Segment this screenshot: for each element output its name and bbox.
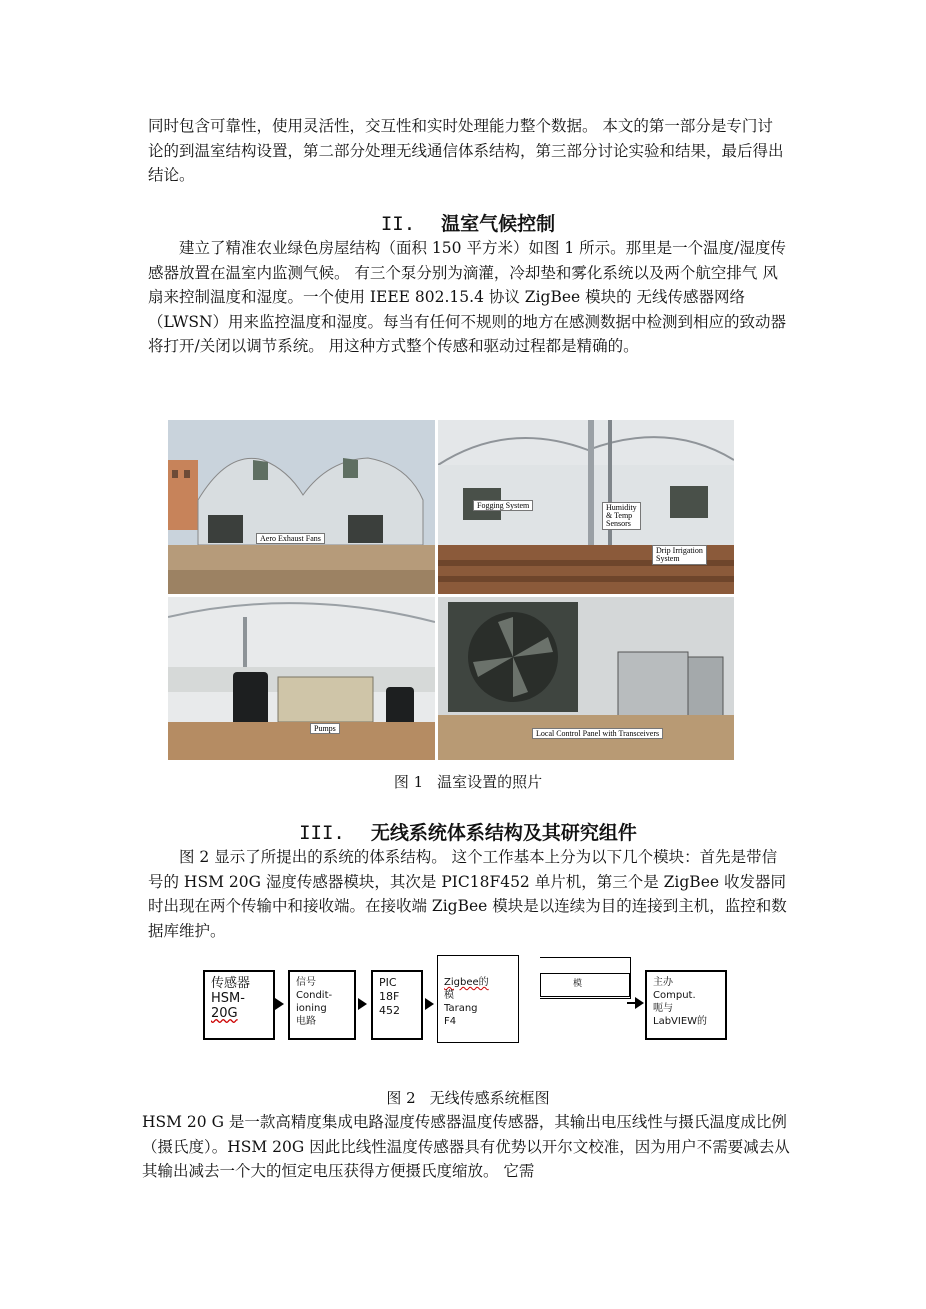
pic-block-line2: 18F	[379, 990, 400, 1003]
host-computer-block	[645, 970, 727, 1040]
section-2-paragraph	[148, 236, 788, 359]
arrow-3	[425, 998, 434, 1010]
sensor-block-line2: HSM-	[211, 991, 245, 1006]
section-3-paragraph	[148, 845, 788, 943]
greenhouse-exterior-photo	[168, 420, 435, 594]
section-2-heading	[148, 209, 788, 236]
pic-block	[371, 970, 423, 1040]
intro-text: 同时包含可靠性，使用灵活性，交互性和实时处理能力整个数据。 本文的第一部分是专门讨论的到温室结构设置，第二部分处理无线通信体系结构，第三部分讨论实验和结果，最后得出结论。	[148, 117, 784, 184]
zigbee-block-line2: 模	[444, 990, 454, 1001]
control-panel-photo	[438, 597, 734, 760]
label-humidity-line3: Sensors	[606, 519, 631, 528]
sensor-block	[203, 970, 275, 1040]
arrow-2	[358, 998, 367, 1010]
section-3-heading	[148, 818, 788, 845]
pic-block-line1: PIC	[379, 976, 397, 989]
figure-1-photo-grid	[168, 420, 734, 760]
signal-block-line3: ioning	[296, 1003, 327, 1014]
label-humidity-line1: Humidity	[606, 503, 637, 512]
figure-2-caption-text: 无线传感系统框图	[429, 1089, 550, 1107]
section-3-number: III.	[299, 822, 345, 844]
zigbee-receiver-label: 模	[573, 979, 583, 989]
greenhouse-interior-photo	[438, 420, 734, 594]
section-2-number: II.	[380, 213, 416, 235]
label-humidity-temp-sensors	[602, 502, 641, 530]
figure-1-caption-text: 温室设置的照片	[437, 773, 543, 791]
section-2-body: 建立了精准农业绿色房屋结构（面积 150 平方米）如图 1 所示。那里是一个温度/湿度传感器放置在温室内监测气候。 有三个泵分别为滴灌，冷却垫和雾化系统以及两个航空排气 风扇来控制温度和湿度。一个使用 IEEE 802.15.4 协议 ZigBee 模块的 无线传感器网络（LWSN）用来监控温度和湿度。每当有任何不规则的地方在感测数据中检测到相应的致动器将打开/关闭以调节系统。 用这种方式整个传感和驱动过程都是精确的。	[148, 239, 787, 355]
signal-block-line4: 电路	[296, 1016, 316, 1027]
section-3-title: 无线系统体系结构及其研究组件	[370, 822, 637, 844]
zigbee-block-line3: Tarang	[444, 1003, 478, 1014]
pic-block-line3: 452	[379, 1004, 400, 1017]
closing-text: HSM 20 G 是一款高精度集成电路湿度传感器温度传感器，其输出电压线性与摄氏温度成比例（摄氏度）。HSM 20G 因此比线性温度传感器具有优势以开尔文校准，因为用户不需要减去从其输出减去一个大的恒定电压获得方便摄氏度缩放。 它需	[142, 1113, 790, 1180]
zigbee-block-line1: Zigbee的	[444, 977, 489, 988]
arrow-1	[275, 998, 284, 1010]
label-pumps: Pumps	[310, 723, 340, 734]
section-3-body: 图 2 显示了所提出的系统的体系结构。 这个工作基本上分为以下几个模块：首先是带信号的 HSM 20G 湿度传感器模块，其次是 PIC18F452 单片机，第三个是 ZigBee 收发器同时出现在两个传输中和接收端。在接收端 ZigBee 模块是以连续为目的连接到主机，监控和数据库维护。	[148, 848, 787, 940]
section-2-title: 温室气候控制	[441, 213, 556, 235]
label-humidity-line2: & Temp	[606, 511, 633, 520]
arrow-4	[635, 997, 644, 1009]
host-block-line3: 呃与	[653, 1003, 673, 1014]
signal-block-line1: 信号	[296, 977, 316, 988]
intro-paragraph	[148, 114, 788, 188]
figure-2-number: 图 2	[386, 1089, 416, 1107]
signal-block-line2: Condit-	[296, 990, 333, 1001]
zigbee-block-line4: F4	[444, 1016, 457, 1027]
signal-conditioning-block	[288, 970, 356, 1040]
label-drip-line2: System	[656, 554, 680, 563]
figure-1-number: 图 1	[393, 773, 424, 791]
figure-2-caption	[148, 1087, 788, 1108]
zigbee-transmitter-block	[437, 955, 519, 1043]
pumps-photo	[168, 597, 435, 760]
label-drip-line1: Drip Irrigation	[656, 546, 703, 555]
label-drip-irrigation	[652, 545, 707, 565]
figure-2-block-diagram	[195, 955, 735, 1047]
host-block-line1: 主办	[653, 977, 673, 988]
sensor-block-line1: 传感器	[211, 976, 251, 991]
label-fogging-system: Fogging System	[473, 500, 533, 511]
closing-paragraph	[142, 1110, 790, 1184]
sensor-block-line3: 20G	[211, 1006, 238, 1021]
figure-1-caption	[148, 771, 788, 792]
host-block-line2: Comput.	[653, 990, 696, 1001]
label-local-control-panel: Local Control Panel with Transceivers	[532, 728, 663, 739]
host-block-line4: LabVIEW的	[653, 1016, 708, 1027]
zigbee-receiver-block	[540, 973, 630, 997]
label-aero-exhaust-fans: Aero Exhaust Fans	[256, 533, 325, 544]
